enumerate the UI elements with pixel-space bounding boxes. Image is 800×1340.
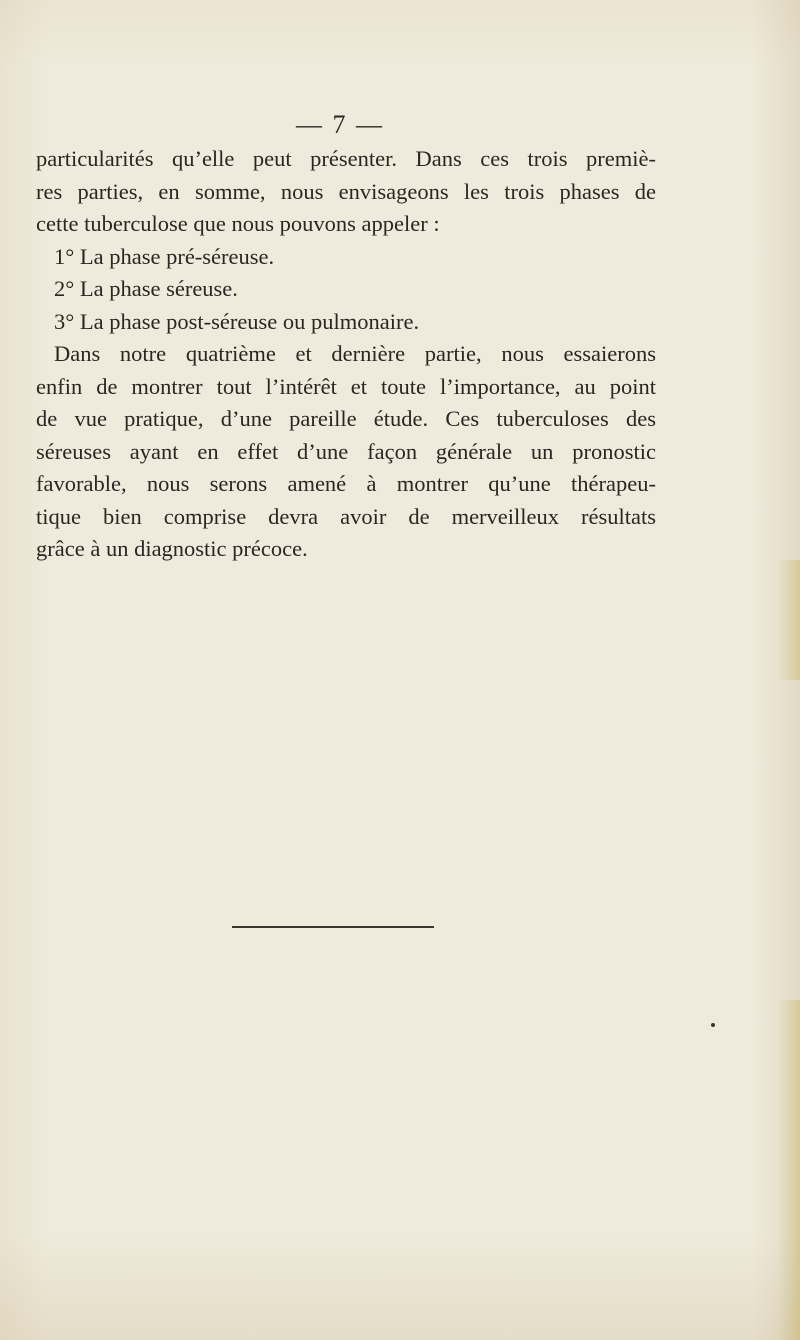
text-line: particularités qu’elle peut présenter. Dans ces trois premiè-	[36, 146, 656, 171]
text-line: res parties, en somme, nous envisageons les trois phases de	[36, 178, 656, 204]
page-number: — 7 —	[296, 110, 384, 139]
text-line: enfin de montrer tout l’intérêt et toute l’importance, au point	[36, 373, 656, 399]
text-line: Dans notre quatrième et dernière partie, nous essaierons	[54, 341, 656, 366]
text-line: de vue pratique, d’une pareille étude. Ces tuberculoses des	[36, 406, 656, 431]
body-text	[36, 143, 656, 566]
section-rule	[232, 926, 434, 928]
edge-stain-lower	[778, 1000, 800, 1340]
edge-stain-upper	[778, 560, 800, 680]
text-line: tique bien comprise devra avoir de merveilleux résultats	[36, 503, 656, 529]
list-item-2: 2° La phase séreuse.	[54, 276, 238, 301]
list-item-3: 3° La phase post-séreuse ou pulmonaire.	[54, 308, 420, 334]
list-item-1: 1° La phase pré-séreuse.	[54, 243, 275, 269]
text-line: favorable, nous serons amené à montrer qu’une thérapeu-	[36, 471, 656, 496]
text-line: cette tuberculose que nous pouvons appeler :	[36, 211, 440, 236]
text-line: grâce à un diagnostic précoce.	[36, 536, 308, 561]
text-line: séreuses ayant en effet d’une façon générale un pronostic	[36, 438, 656, 464]
ink-dot	[711, 1023, 715, 1027]
